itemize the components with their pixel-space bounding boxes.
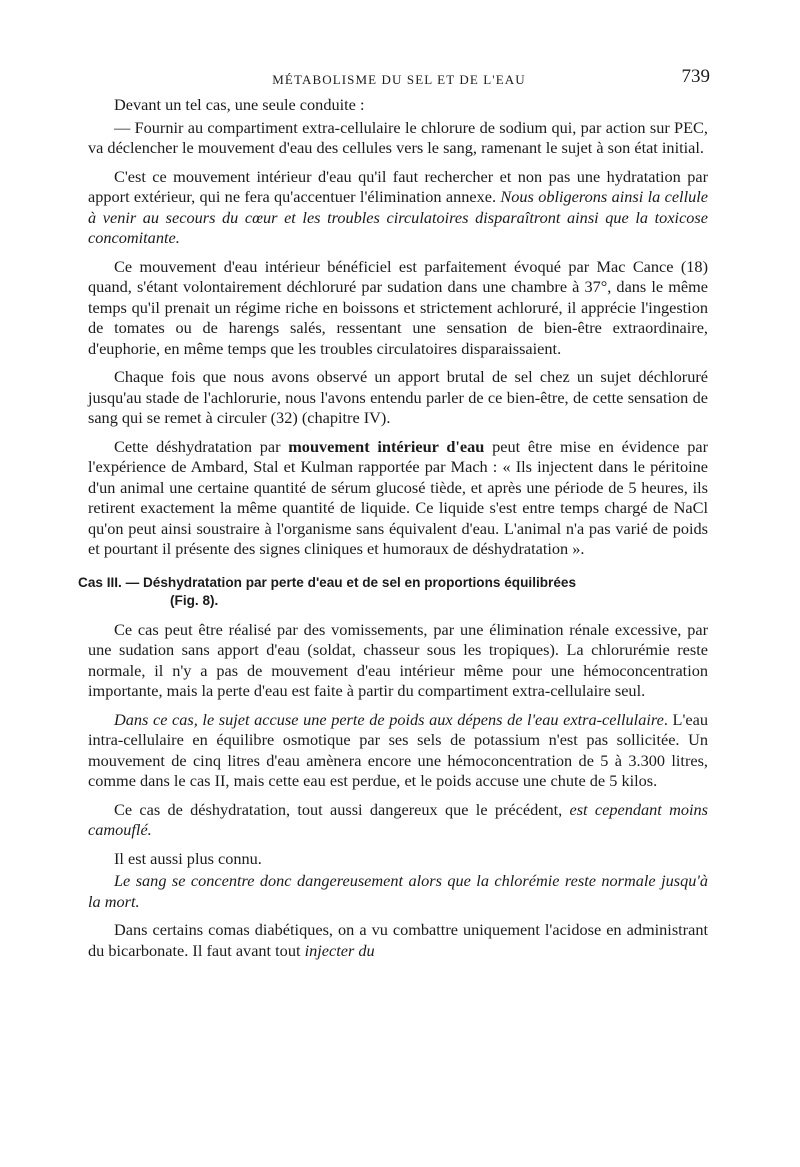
italic-emphasis: est cependant moins camouflé. bbox=[88, 799, 708, 839]
paragraph bbox=[88, 437, 708, 560]
body-text bbox=[78, 95, 708, 969]
italic-emphasis: Nous obligerons ainsi la cellule à venir au secours du cœur et les troubles circulatoires disparaîtront ainsi que la toxicose concomitante. bbox=[88, 187, 708, 247]
paragraph-text: Dans certains comas diabétiques, on a vu combattre uniquement l'acidose en administrant du bicarbonate. Il faut avant tout bbox=[88, 920, 708, 960]
italic-emphasis: Le sang se concentre donc dangereusement alors que la chlorémie reste normale jusqu'à la mort. bbox=[88, 871, 708, 911]
bold-emphasis: mouvement intérieur d'eau bbox=[288, 436, 485, 456]
page-header bbox=[88, 66, 710, 94]
running-title: MÉTABOLISME DU SEL ET DE L'EAU bbox=[272, 72, 526, 87]
paragraph: Ce mouvement d'eau intérieur bénéficiel est parfaitement évoqué par Mac Cance (18) quand, s'étant volontairement déchloruré par sudation dans une chambre à 37°, dans le même temps qu'il prenait un régime riche en boissons et strictement achloruré, il apprécie l'ingestion de tomates ou de harengs salés, ressentant une sensation de bien-être extraordinaire, d'euphorie, en même temps que les troubles circulatoires disparaissaient. bbox=[88, 256, 708, 358]
paragraph-text: Ce cas de déshydratation, tout aussi dangereux que le précédent, bbox=[114, 799, 570, 819]
section-heading bbox=[78, 574, 708, 610]
figure-reference: (Fig. 8). bbox=[170, 592, 219, 608]
paragraph-text: . L'eau intra-cellulaire en équilibre osmotique par ses sels de potassium n'est pas sollicitée. Un mouvement de cinq litres d'eau amènera encore une hémoconcentration de 5 à 3.300 litres, comme dans le cas II, mais cette eau est perdue, et le poids accuse une chute de 5 kilos. bbox=[88, 709, 708, 790]
paragraph: Il est aussi plus connu. bbox=[114, 848, 262, 868]
paragraph bbox=[88, 920, 708, 961]
page-number: 739 bbox=[681, 66, 710, 87]
section-heading-text: Cas III. — Déshydratation par perte d'eau et de sel en proportions équilibrées bbox=[78, 574, 577, 590]
paragraph: Devant un tel cas, une seule conduite : bbox=[114, 95, 365, 114]
paragraph bbox=[88, 710, 708, 792]
paragraph bbox=[88, 871, 708, 912]
paragraph-text: C'est ce mouvement intérieur d'eau qu'il faut rechercher et non pas une hydratation par apport extérieur, qui ne fera qu'accentuer l'élimination annexe. bbox=[88, 166, 708, 206]
paragraph bbox=[88, 167, 708, 249]
italic-emphasis: injecter du bbox=[304, 940, 375, 960]
paragraph bbox=[88, 800, 708, 841]
paragraph-text: peut être mise en évidence par l'expérience de Ambard, Stal et Kulman rapportée par Mach : « Ils injectent dans le péritoine d'un animal une certaine quantité de sérum glucosé tiède, et après une période de 5 heures, ils retirent exactement la même quantité de liquide. Ce liquide s'est entre temps chargé de NaCl qu'on peut ainsi soustraire à l'organisme sans équivalent d'eau. L'animal n'a pas varié de poids et pourtant il présente des signes cliniques et humoraux de déshydratation ». bbox=[88, 436, 708, 558]
paragraph: — Fournir au compartiment extra-cellulaire le chlorure de sodium qui, par action sur PEC, va déclencher le mouvement d'eau des cellules vers le sang, ramenant le sujet à son état initial. bbox=[88, 117, 708, 157]
paragraph: Ce cas peut être réalisé par des vomissements, par une élimination rénale excessive, par une sudation sans apport d'eau (soldat, chasseur sous les tropiques). La chlorurémie reste normale, il n'y a pas de mouvement d'eau intérieur même pour une hémoconcentration importante, mais la perte d'eau est faite à partir du compartiment extra-cellulaire seul. bbox=[88, 619, 708, 700]
paragraph-text: Cette déshydratation par bbox=[114, 436, 289, 456]
paragraph: Chaque fois que nous avons observé un apport brutal de sel chez un sujet déchloruré jusqu'au stade de l'achlorurie, nous l'avons entendu parler de ce bien-être, de cette sensation de sang qui se remet à circuler (32) (chapitre IV). bbox=[88, 367, 708, 427]
italic-emphasis: Dans ce cas, le sujet accuse une perte de poids aux dépens de l'eau extra-cellulaire bbox=[114, 709, 664, 729]
